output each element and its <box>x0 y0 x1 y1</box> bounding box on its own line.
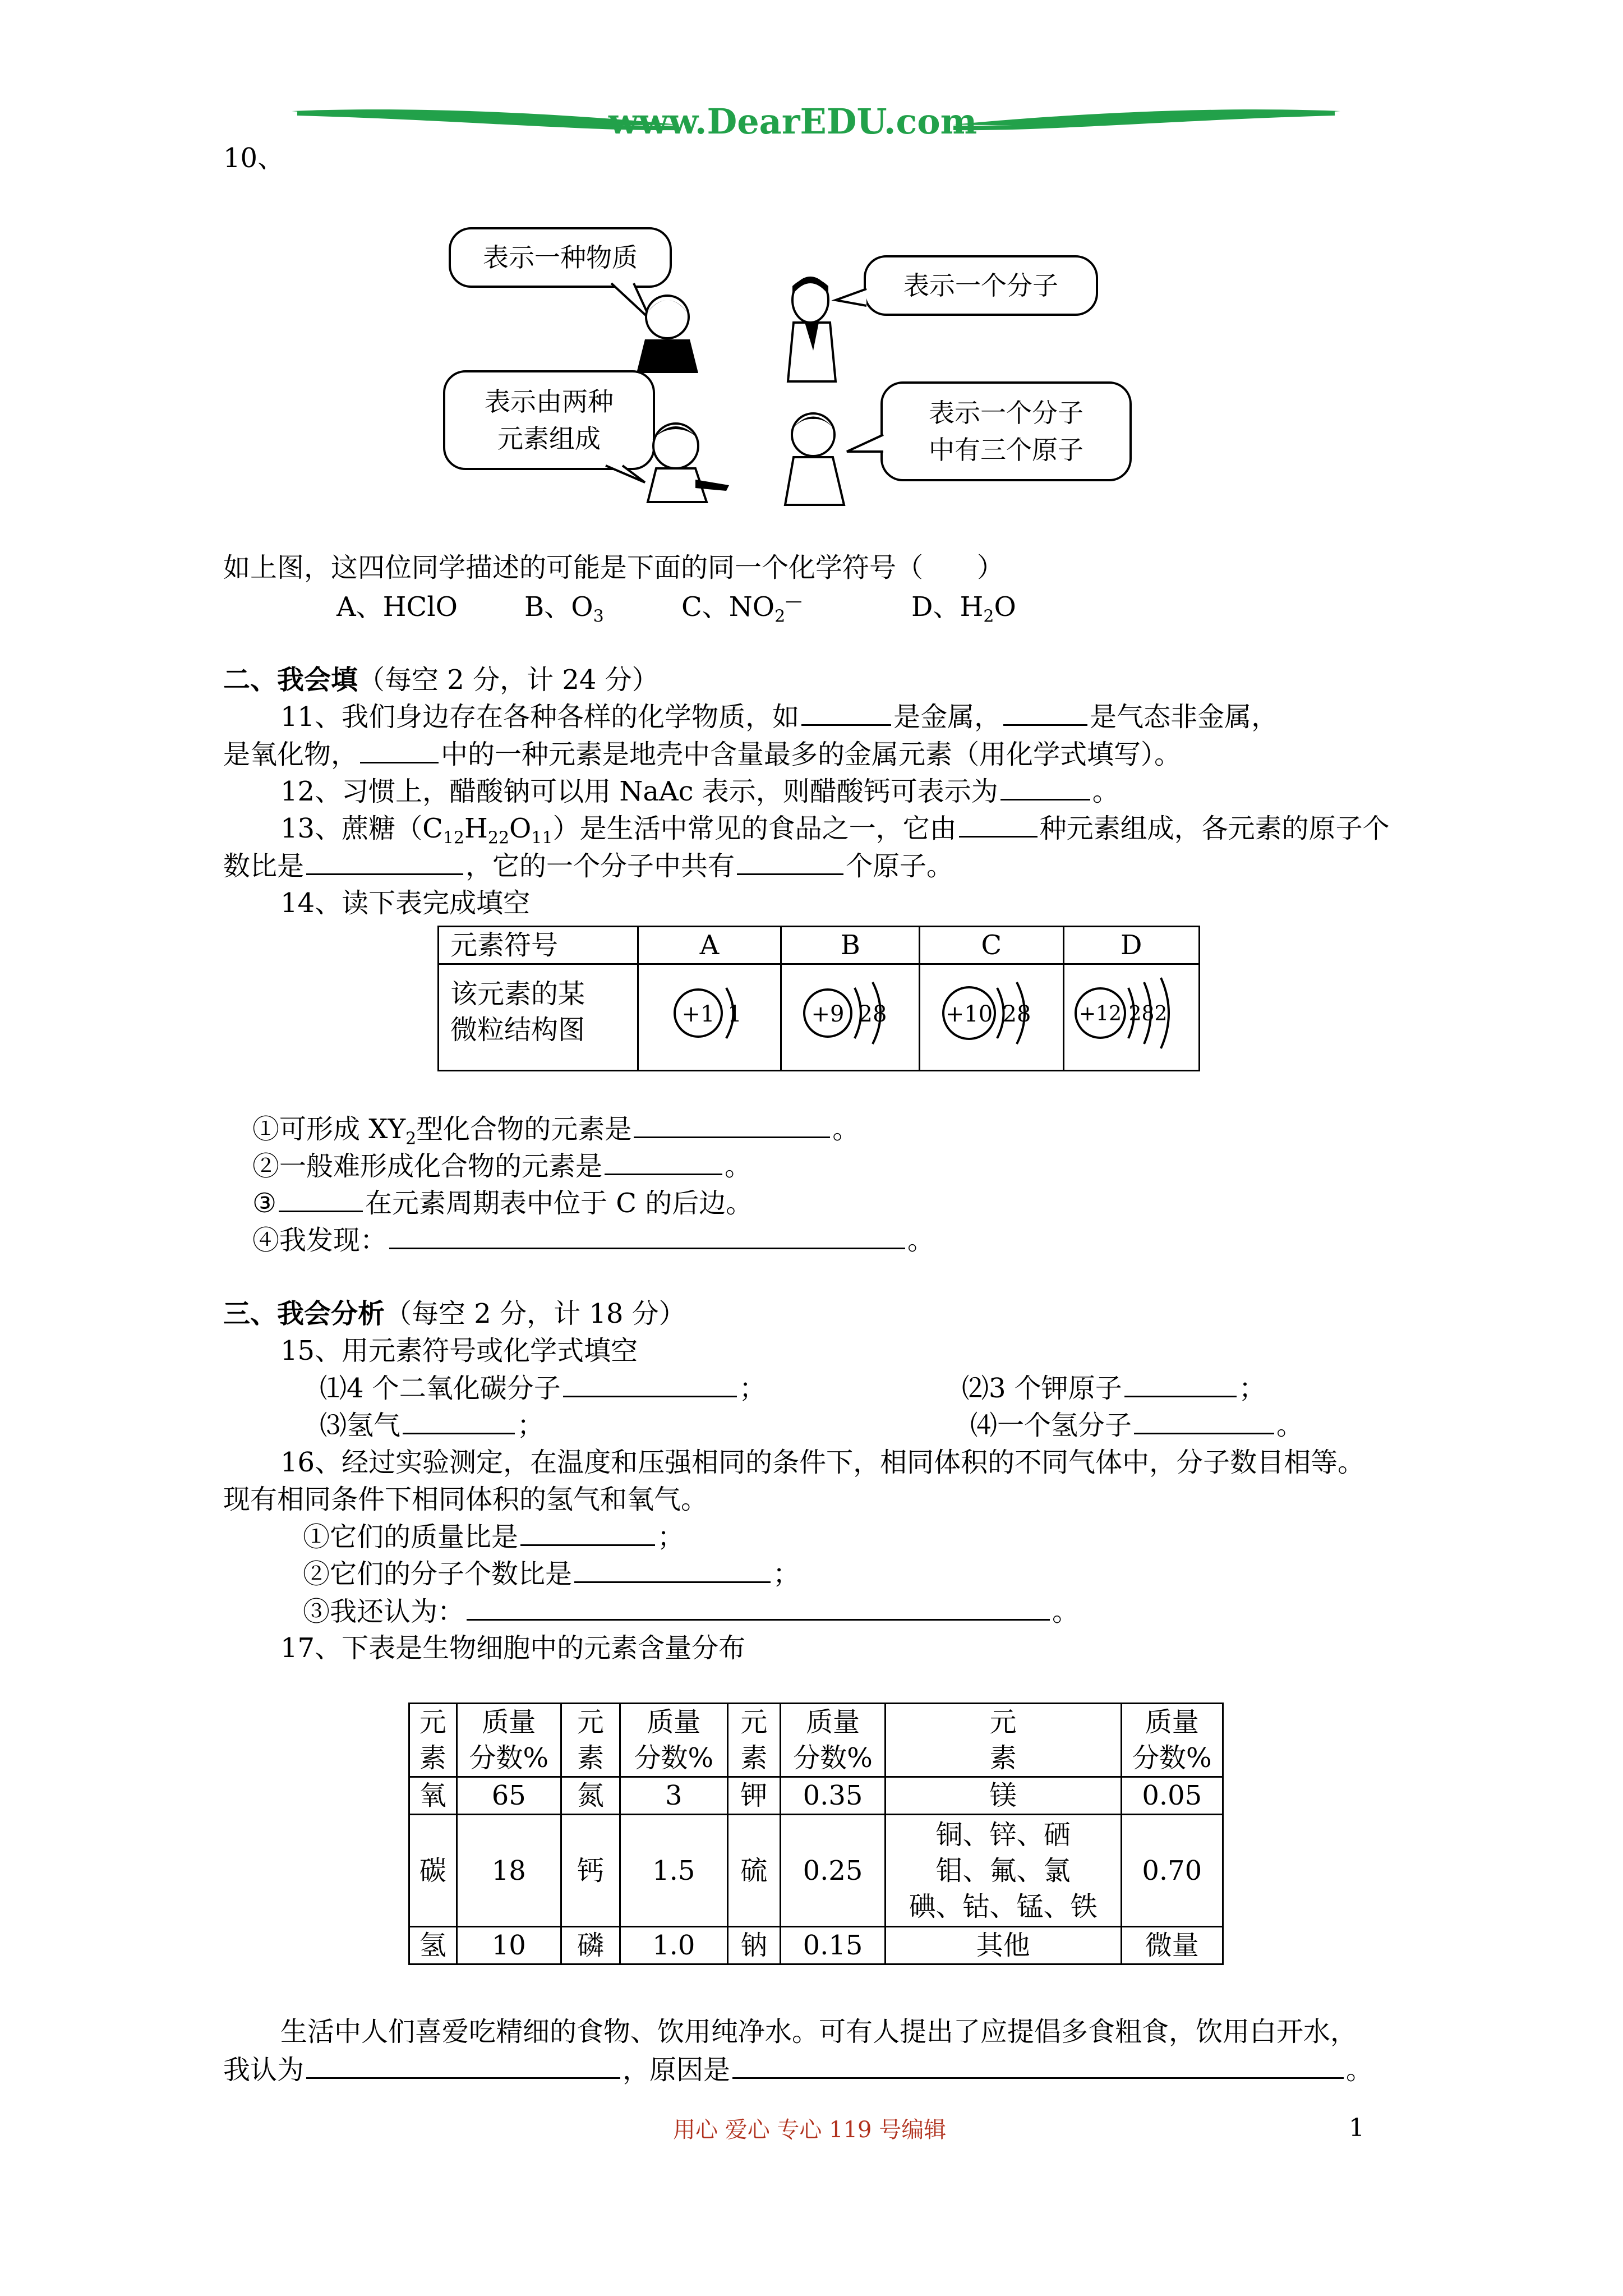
q13-line-2: 数比是 ，它的一个分子中共有 个原子。 <box>223 848 953 884</box>
table-14-header-cell: B <box>781 927 920 964</box>
q16-line-2: 现有相同条件下相同体积的氢气和氧气。 <box>223 1484 708 1515</box>
q14-prompt: 14、读下表完成填空 <box>280 887 531 919</box>
table-cell: 10 <box>457 1927 561 1964</box>
student-figures <box>443 222 1144 513</box>
speech-bubble-3: 表示由两种 元素组成 <box>443 370 655 470</box>
table-cell: 碳 <box>409 1815 457 1927</box>
q15-item-2: ⑵3 个钾原子 ； <box>962 1370 1266 1406</box>
q16-item-2: ②它们的分子个数比是 ； <box>303 1556 800 1592</box>
closing-blank-2[interactable] <box>732 2051 1344 2079</box>
table-cell: 钾 <box>727 1777 781 1815</box>
svg-text:28: 28 <box>858 1001 887 1027</box>
q15-blank-1[interactable] <box>563 1370 737 1397</box>
q11-blank-2[interactable] <box>1003 698 1087 726</box>
student-2-figure <box>788 278 836 381</box>
table-14-header-cell: A <box>638 927 781 964</box>
table-row <box>409 1927 1223 1964</box>
section-2-heading: 二、我会填（每空 2 分，计 24 分） <box>223 664 659 696</box>
q15-blank-2[interactable] <box>1124 1370 1237 1397</box>
table-14-header-row <box>439 927 1200 964</box>
table-17 <box>408 1703 1224 1965</box>
q11-blank-1[interactable] <box>801 698 891 726</box>
q12-line: 12、习惯上，醋酸钠可以用 NaAc 表示，则醋酸钙可表示为 。 <box>280 773 1119 809</box>
table-cell: 18 <box>457 1815 561 1927</box>
trace-element-line: 钼、氟、氯 <box>935 1855 1071 1887</box>
table-17-header-cell: 元 素 <box>561 1704 620 1777</box>
svg-text:1: 1 <box>727 1001 742 1027</box>
table-cell: 0.35 <box>781 1777 885 1815</box>
atom-structure-b <box>781 964 920 1071</box>
atom-structure-d <box>1063 964 1199 1071</box>
q10-number: 10、 <box>223 142 285 174</box>
table-row <box>409 1815 1223 1927</box>
page-number: 1 <box>1349 2114 1364 2142</box>
svg-text:+10: +10 <box>945 1001 993 1027</box>
table-cell: 0.25 <box>781 1815 885 1927</box>
q10-option-d: D、$H_2O$ <box>911 591 1016 627</box>
atom-structure-a <box>638 964 781 1071</box>
svg-text:+12: +12 <box>1079 1002 1122 1025</box>
q10-cartoon <box>443 222 1144 513</box>
q11-blank-3[interactable] <box>360 736 439 763</box>
table-cell: 0.05 <box>1121 1777 1223 1815</box>
table-cell-multiline <box>885 1815 1121 1927</box>
table-cell: 钙 <box>561 1815 620 1927</box>
table-17-header-cell: 质量 分数% <box>620 1704 727 1777</box>
section-3-heading: 三、我会分析（每空 2 分，计 18 分） <box>223 1298 686 1329</box>
table-cell: 氮 <box>561 1777 620 1815</box>
table-cell: 其他 <box>885 1927 1121 1964</box>
q16-item-1: ①它们的质量比是 ； <box>303 1519 684 1555</box>
closing-line-1: 生活中人们喜爱吃精细的食物、饮用纯净水。可有人提出了应提倡多食粗食，饮用白开水， <box>280 2016 1358 2047</box>
trace-element-line: 铜、锌、硒 <box>935 1819 1071 1851</box>
q14-item-3: ③ 在元素周期表中位于 C 的后边。 <box>252 1185 753 1221</box>
header-logo-text: www.DearEDU.com <box>608 101 978 142</box>
table-cell: 镁 <box>885 1777 1121 1815</box>
table-17-header-cell: 质量 分数% <box>457 1704 561 1777</box>
svg-text:282: 282 <box>1128 1002 1168 1025</box>
table-14-row-label: 该元素的某 微粒结构图 <box>439 964 638 1071</box>
q15-prompt: 15、用元素符号或化学式填空 <box>280 1335 638 1366</box>
q14-item-2: ②一般难形成化合物的元素是 。 <box>252 1148 751 1184</box>
student-3-figure <box>648 424 729 502</box>
table-17-header-cell: 质量 分数% <box>781 1704 885 1777</box>
student-4-figure <box>785 413 844 505</box>
svg-text:+1: +1 <box>681 1001 715 1027</box>
table-14 <box>437 926 1200 1071</box>
table-17-header-cell: 质量 分数% <box>1121 1704 1223 1777</box>
q14-blank-3[interactable] <box>279 1185 363 1212</box>
speech-bubble-2: 表示一个分子 <box>864 255 1098 316</box>
q13-blank-3[interactable] <box>737 848 843 875</box>
q10-option-c: C、$NO_2^—$ <box>681 591 803 627</box>
q13-blank-2[interactable] <box>306 848 463 875</box>
table-row <box>409 1777 1223 1815</box>
q16-blank-3[interactable] <box>467 1593 1050 1621</box>
q16-blank-2[interactable] <box>574 1556 771 1583</box>
table-17-header-cell: 元 素 <box>409 1704 457 1777</box>
table-cell: 硫 <box>727 1815 781 1927</box>
q14-item-4: ④我发现： 。 <box>252 1222 934 1258</box>
table-17-header-cell: 元 素 <box>885 1704 1121 1777</box>
table-17-header-row <box>409 1704 1223 1777</box>
q10-option-b: B、$O_3$ <box>524 591 604 627</box>
table-cell: 磷 <box>561 1927 620 1964</box>
q14-item-1: ①可形成 $XY_2$型化合物的元素是 。 <box>252 1111 859 1147</box>
closing-line-2: 我认为 ，原因是 。 <box>223 2051 1373 2088</box>
q14-blank-2[interactable] <box>605 1148 722 1175</box>
table-cell: 1.0 <box>620 1927 727 1964</box>
table-cell: 氢 <box>409 1927 457 1964</box>
trace-element-line: 碘、钴、锰、铁 <box>909 1890 1098 1922</box>
table-cell: 1.5 <box>620 1815 727 1927</box>
table-cell: 0.70 <box>1121 1815 1223 1927</box>
svg-text:28: 28 <box>1002 1001 1031 1027</box>
table-cell: 0.15 <box>781 1927 885 1964</box>
table-14-header-cell: C <box>920 927 1064 964</box>
speech-bubble-1: 表示一种物质 <box>449 227 672 288</box>
speech-bubble-4: 表示一个分子 中有三个原子 <box>880 381 1132 481</box>
q15-blank-4[interactable] <box>1134 1407 1274 1434</box>
table-cell: 3 <box>620 1777 727 1815</box>
table-14-structure-row <box>439 964 1200 1071</box>
table-cell: 氧 <box>409 1777 457 1815</box>
q10-option-a: A、HClO <box>336 591 458 623</box>
q16-item-3: ③我还认为： 。 <box>303 1593 1079 1630</box>
table-17-header-cell: 元 素 <box>727 1704 781 1777</box>
q16-line-1: 16、经过实验测定，在温度和压强相同的条件下，相同体积的不同气体中，分子数目相等。 <box>280 1447 1365 1478</box>
q13-line-1: 13、蔗糖$(C_{12}H_{22}O_{11})$是生活中常见的食品之一，它由 种元素组成，各元素的原子个 <box>280 810 1390 846</box>
table-14-header-cell: 元素符号 <box>439 927 638 964</box>
q12-blank[interactable] <box>1000 773 1090 800</box>
footer-text: 用心 爱心 专心 119 号编辑 <box>673 2117 947 2143</box>
atom-structure-c <box>920 964 1064 1071</box>
q15-item-4: ⑷一个氢分子 。 <box>970 1407 1303 1443</box>
q13-blank-1[interactable] <box>959 810 1038 838</box>
q11-line-1: 11、我们身边存在各种各样的化学物质，如 是金属， 是气态非金属， <box>280 698 1278 735</box>
q14-blank-1[interactable] <box>634 1111 830 1138</box>
table-cell: 微量 <box>1121 1927 1223 1964</box>
q11-line-2: 是氧化物， 中的一种元素是地壳中含量最多的金属元素（用化学式填写）。 <box>223 736 1181 772</box>
q10-question: 如上图，这四位同学描述的可能是下面的同一个化学符号（ ） <box>223 552 1004 583</box>
q15-item-1: ⑴4 个二氧化碳分子 ； <box>320 1370 766 1406</box>
q17-prompt: 17、下表是生物细胞中的元素含量分布 <box>280 1632 746 1664</box>
q16-blank-1[interactable] <box>520 1519 655 1546</box>
table-cell: 65 <box>457 1777 561 1815</box>
closing-blank-1[interactable] <box>306 2051 620 2079</box>
q15-item-3: ⑶氢气 ； <box>320 1407 544 1443</box>
table-14-header-cell: D <box>1063 927 1199 964</box>
q14-blank-4[interactable] <box>389 1222 905 1249</box>
q15-blank-3[interactable] <box>403 1407 515 1434</box>
table-cell: 钠 <box>727 1927 781 1964</box>
svg-text:+9: +9 <box>811 1001 845 1027</box>
